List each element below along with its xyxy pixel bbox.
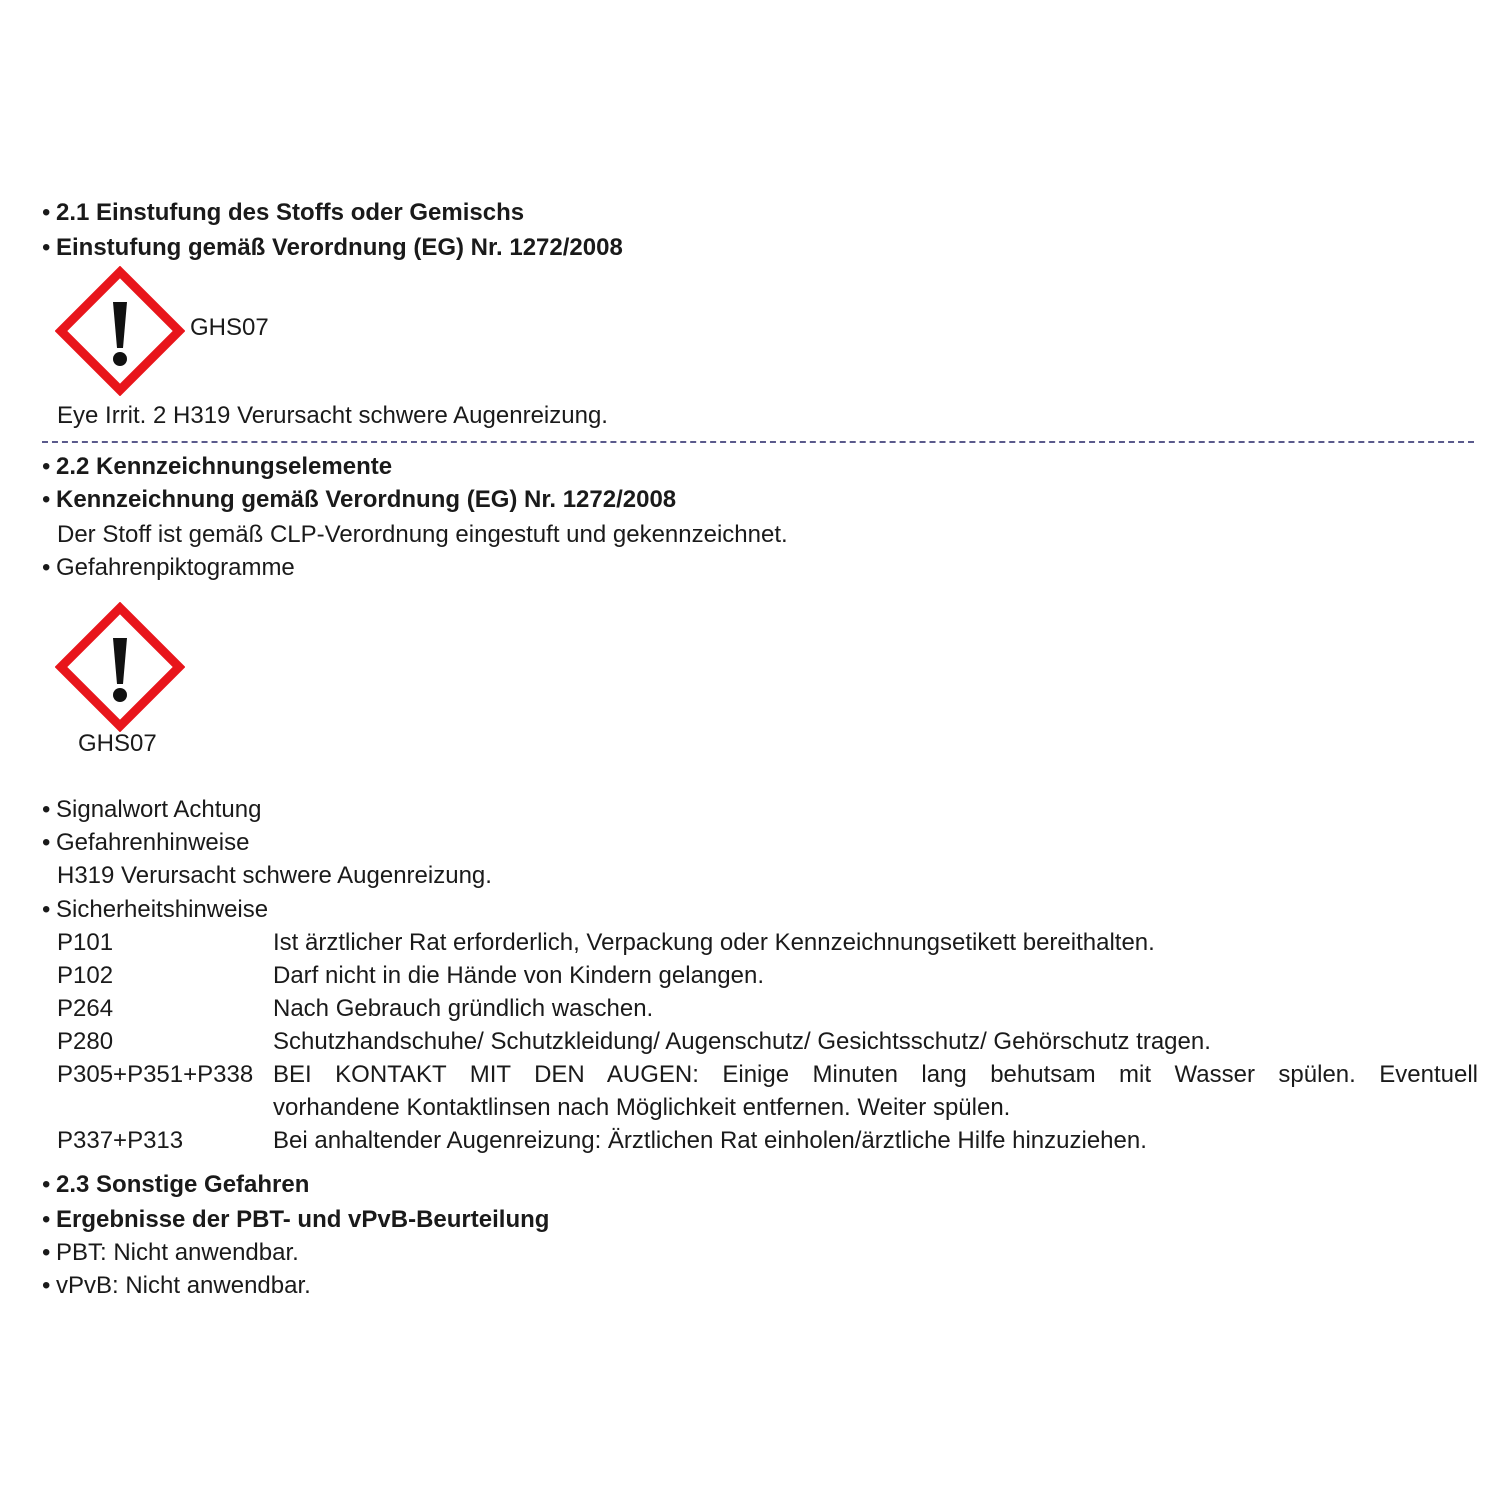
- section-2-2-subheading: [42, 485, 676, 515]
- subheading-text: Ergebnisse der PBT- und vPvB-Beurteilung: [56, 1206, 550, 1233]
- bullet: •: [42, 554, 51, 581]
- pbt-text: PBT: Nicht anwendbar.: [56, 1239, 299, 1266]
- pictogram-label: GHS07: [190, 314, 269, 341]
- ghs07-exclamation-icon: [55, 266, 185, 396]
- bullet: •: [42, 453, 51, 480]
- signal-word: [42, 795, 261, 825]
- clp-statement: Der Stoff ist gemäß CLP-Verordnung eingestuft und gekennzeichnet.: [57, 521, 788, 548]
- heading-text: 2.2 Kennzeichnungselemente: [56, 453, 393, 480]
- precaution-text: BEI KONTAKT MIT DEN AUGEN: Einige Minuten lang behutsam mit Wasser spülen. Eventuell: [273, 1061, 1478, 1088]
- precaution-code: P305+P351+P338: [57, 1061, 254, 1088]
- section-2-2-heading: [42, 452, 392, 482]
- section-2-1-heading: [42, 198, 524, 228]
- heading-text: 2.1 Einstufung des Stoffs oder Gemischs: [56, 199, 525, 226]
- precaution-code: P337+P313: [57, 1127, 184, 1154]
- label-text: Gefahrenhinweise: [56, 829, 250, 856]
- pictograms-label: [42, 553, 295, 583]
- classification-text: Eye Irrit. 2 H319 Verursacht schwere Augenreizung.: [57, 402, 608, 429]
- vpvb-text: vPvB: Nicht anwendbar.: [56, 1272, 311, 1299]
- precaution-code: P264: [57, 995, 114, 1022]
- precaution-text: Schutzhandschuhe/ Schutzkleidung/ Augenschutz/ Gesichtsschutz/ Gehörschutz tragen.: [273, 1028, 1211, 1055]
- label-text: Gefahrenpiktogramme: [56, 554, 295, 581]
- section-divider: [42, 441, 1474, 443]
- precaution-code: P280: [57, 1028, 114, 1055]
- bullet: •: [42, 1171, 51, 1198]
- bullet: •: [42, 1239, 51, 1266]
- bullet: •: [42, 199, 51, 226]
- heading-text: 2.3 Sonstige Gefahren: [56, 1171, 310, 1198]
- subheading-text: Kennzeichnung gemäß Verordnung (EG) Nr. 1272/2008: [56, 486, 677, 513]
- bullet: •: [42, 1272, 51, 1299]
- bullet: •: [42, 796, 51, 823]
- bullet: •: [42, 1206, 51, 1233]
- precaution-text: Darf nicht in die Hände von Kindern gelangen.: [273, 962, 764, 989]
- precaution-text: Bei anhaltender Augenreizung: Ärztlichen Rat einholen/ärztliche Hilfe hinzuziehen.: [273, 1127, 1147, 1154]
- pbt-result: [42, 1238, 299, 1268]
- signal-word-text: Signalwort Achtung: [56, 796, 262, 823]
- section-2-3-heading: [42, 1170, 309, 1200]
- section-2-1-subheading: [42, 233, 623, 263]
- precaution-text: Nach Gebrauch gründlich waschen.: [273, 995, 654, 1022]
- precaution-text-continued: vorhandene Kontaktlinsen nach Möglichkeit entfernen. Weiter spülen.: [273, 1094, 1011, 1121]
- bullet: •: [42, 896, 51, 923]
- hazard-label: [42, 828, 249, 858]
- vpvb-result: [42, 1271, 311, 1301]
- bullet: •: [42, 829, 51, 856]
- pictogram-label: GHS07: [78, 730, 157, 757]
- subheading-text: Einstufung gemäß Verordnung (EG) Nr. 1272/2008: [56, 234, 623, 261]
- ghs07-exclamation-icon: [55, 602, 185, 732]
- bullet: •: [42, 234, 51, 261]
- precaution-code: P102: [57, 962, 114, 989]
- bullet: •: [42, 486, 51, 513]
- section-2-3-subheading: [42, 1205, 549, 1235]
- label-text: Sicherheitshinweise: [56, 896, 269, 923]
- precaution-label: [42, 895, 268, 925]
- precaution-text: Ist ärztlicher Rat erforderlich, Verpackung oder Kennzeichnungsetikett bereithalten.: [273, 929, 1155, 956]
- hazard-statement: H319 Verursacht schwere Augenreizung.: [57, 862, 492, 889]
- precaution-code: P101: [57, 929, 114, 956]
